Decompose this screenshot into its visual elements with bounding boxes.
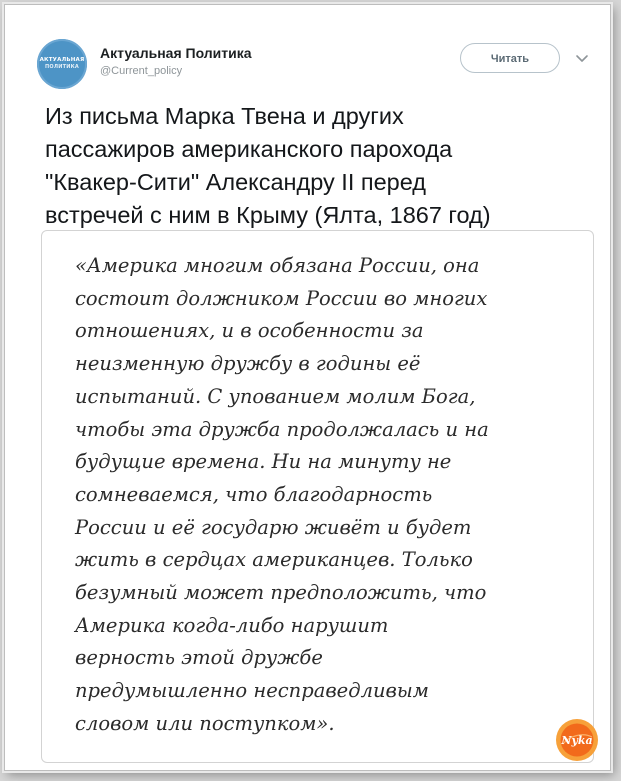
avatar[interactable] (37, 39, 87, 89)
quote-text: «Америка многим обязана России, она состоит должником России во многих отношениях, и в особенности за неизменную дружбу в годины её испытаний. С упованием молим Бога, чтобы эта дружба продолжалась и на будущие времена. Ни на минуту не сомневаемся, что благодарность России и её государю живёт и будет жить в сердцах американцев. Только безумный может предположить, что Америка когда-либо нарушит верность этой дружбе предумышленно несправедливым словом или поступком». (75, 254, 489, 735)
account-info (100, 45, 252, 79)
chevron-down-icon[interactable] (575, 51, 589, 65)
tweet-text: Из письма Марка Твена и других пассажиров американского парохода "Квакер-Сити" Александру II перед встречей с ним в Крыму (Ялта, 1867 год) (45, 103, 491, 228)
avatar-text-line-2: ПОЛИТИКА (45, 64, 79, 70)
tweet-header (37, 33, 588, 85)
tweet-frame (4, 4, 611, 771)
account-handle[interactable]: @Current_policy (100, 65, 183, 77)
quote-card (41, 230, 594, 763)
account-name[interactable]: Актуальная Политика (100, 45, 252, 61)
nyka-logo-icon (555, 718, 599, 762)
watermark-logo-text: Nyka (561, 734, 593, 747)
avatar-text-line-1: АКТУАЛЬНАЯ (39, 57, 85, 63)
follow-button[interactable]: Читать (460, 43, 560, 73)
